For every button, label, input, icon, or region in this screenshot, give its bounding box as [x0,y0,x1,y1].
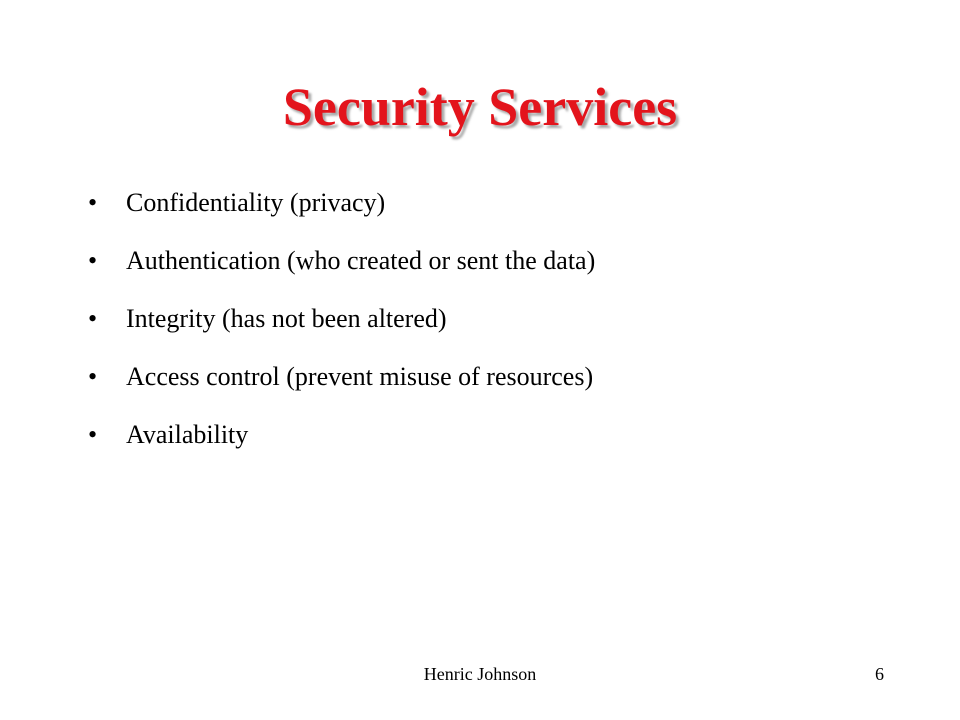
bullet-text: Integrity (has not been altered) [126,304,447,333]
bullet-text: Confidentiality (privacy) [126,188,386,217]
bullet-text: Availability [126,420,249,449]
bullet-icon: • [88,188,98,217]
bullet-item-confidentiality [88,178,908,236]
slide-title: Security Services [282,77,678,137]
bullet-icon: • [88,246,98,275]
bullet-item-authentication [88,236,908,294]
bullet-text: Access control (prevent misuse of resources) [126,362,594,391]
page-number: 6 [875,664,884,684]
bullet-icon: • [88,304,98,333]
bullet-icon: • [88,420,98,449]
bullet-list [88,178,908,468]
bullet-icon: • [88,362,98,391]
footer-author: Henric Johnson [423,664,537,684]
bullet-text: Authentication (who created or sent the data) [126,246,596,275]
bullet-item-integrity [88,294,908,352]
bullet-item-availability [88,410,908,468]
bullet-item-access-control [88,352,908,410]
